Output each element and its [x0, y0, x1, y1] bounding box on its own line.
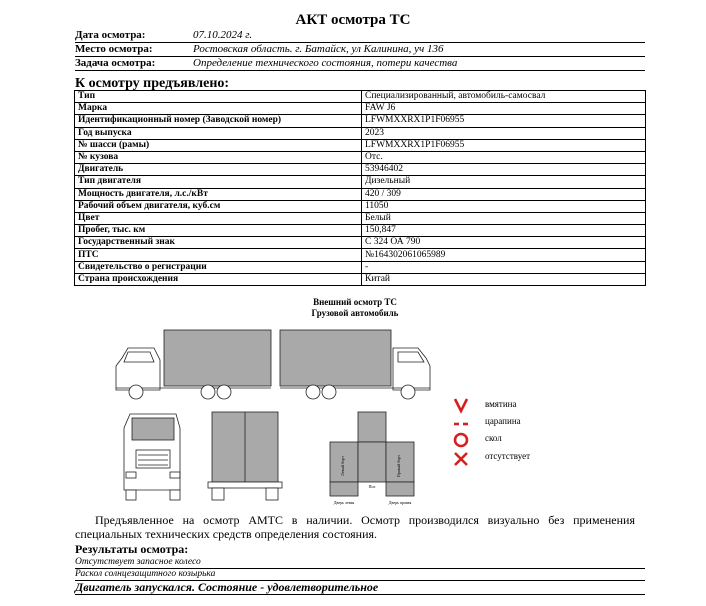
spec-key: Идентификационный номер (Заводской номер): [75, 115, 362, 127]
spec-key: Страна происхождения: [75, 273, 362, 285]
table-row: [75, 164, 646, 176]
legend-dent-label: вмятина: [485, 399, 517, 409]
chip-symbol: [455, 434, 467, 446]
spec-value: №164302061065989: [362, 249, 646, 261]
table-row: [75, 261, 646, 273]
legend-chip-label: скол: [485, 433, 502, 443]
truck-rear-view: [208, 412, 282, 500]
spec-value: Китай: [362, 273, 646, 285]
result-item: Отсутствует запасное колесо: [75, 556, 645, 569]
inspection-task-label: Задача осмотра:: [75, 57, 156, 69]
spec-key: № шасси (рамы): [75, 139, 362, 151]
truck-diagram: [108, 322, 436, 506]
floor-label: Пол: [368, 484, 376, 489]
table-row: [75, 200, 646, 212]
inspection-figure-caption: [240, 297, 470, 319]
spec-value: LFWMXXRX1P1F06955: [362, 115, 646, 127]
table-row: [75, 103, 646, 115]
spec-value: 420 / 309: [362, 188, 646, 200]
spec-value: -: [362, 261, 646, 273]
inspection-task-row: [75, 56, 645, 71]
spec-key: Рабочий объем двигателя, куб.см: [75, 200, 362, 212]
table-row: [75, 225, 646, 237]
conclusion: Двигатель запускался. Состояние - удовлетворительное: [75, 580, 645, 595]
spec-value: Отс.: [362, 151, 646, 163]
section-title: К осмотру предъявлено:: [75, 76, 230, 91]
spec-value: Дизельный: [362, 176, 646, 188]
document-title: АКТ осмотра ТС: [295, 12, 411, 28]
inspection-date-label: Дата осмотра:: [75, 29, 146, 41]
dent-symbol: [455, 399, 467, 411]
spec-key: Год выпуска: [75, 127, 362, 139]
spec-key: Мощность двигателя, л.с./кВт: [75, 188, 362, 200]
spec-value: 11050: [362, 200, 646, 212]
spec-key: Цвет: [75, 212, 362, 224]
damage-legend-symbols: [452, 397, 474, 469]
figure-subtitle: Грузовой автомобиль: [311, 308, 399, 318]
inspection-note: Предъявленное на осмотр АМТС в наличии. Осмотр производился визуально без применения специальных технических средств определения состояния.: [75, 513, 635, 541]
spec-value: LFWMXXRX1P1F06955: [362, 139, 646, 151]
table-row: [75, 188, 646, 200]
truck-left-side-view: [116, 330, 271, 399]
table-row: [75, 237, 646, 249]
spec-key: Двигатель: [75, 164, 362, 176]
spec-key: Марка: [75, 103, 362, 115]
spec-value: 2023: [362, 127, 646, 139]
right-side-label: Правый борт: [396, 454, 401, 478]
inspection-date-value: 07.10.2024 г.: [193, 29, 253, 41]
results-title: Результаты осмотра:: [75, 542, 189, 556]
table-row: [75, 91, 646, 103]
table-row: [75, 249, 646, 261]
spec-key: № кузова: [75, 151, 362, 163]
missing-symbol: [455, 453, 467, 465]
spec-value: FAW J6: [362, 103, 646, 115]
table-row: [75, 176, 646, 188]
vehicle-spec-table: [74, 90, 646, 286]
spec-value: 150,847: [362, 225, 646, 237]
left-door-label: Дверь левая: [333, 500, 355, 505]
truck-front-view: [124, 414, 180, 500]
truck-right-side-view: [280, 330, 430, 399]
spec-value: Белый: [362, 212, 646, 224]
inspection-task-value: Определение технического состояния, потери качества: [193, 57, 458, 69]
right-door-label: Дверь правая: [388, 500, 412, 505]
spec-value: Специализированный, автомобиль-самосвал: [362, 91, 646, 103]
table-row: [75, 273, 646, 285]
spec-key: Свидетельство о регистрации: [75, 261, 362, 273]
table-row: [75, 115, 646, 127]
spec-key: Пробег, тыс. км: [75, 225, 362, 237]
inspection-place-value: Ростовская область. г. Батайск, ул Калинина, уч 136: [193, 43, 444, 55]
table-row: [75, 151, 646, 163]
spec-key: ПТС: [75, 249, 362, 261]
table-row: [75, 127, 646, 139]
left-side-label: Левый борт: [340, 456, 345, 476]
result-item: Раскол солнцезащитного козырька: [75, 568, 645, 581]
table-row: [75, 212, 646, 224]
spec-key: Тип двигателя: [75, 176, 362, 188]
inspection-place-label: Место осмотра:: [75, 43, 153, 55]
table-row: [75, 139, 646, 151]
spec-key: Тип: [75, 91, 362, 103]
inspection-date-row: [75, 28, 645, 43]
legend-missing-label: отсутствует: [485, 451, 531, 461]
inspection-place-row: [75, 42, 645, 57]
spec-value: С 324 ОА 790: [362, 237, 646, 249]
legend-scratch-label: царапина: [485, 416, 521, 426]
spec-key: Государственный знак: [75, 237, 362, 249]
spec-value: 53946402: [362, 164, 646, 176]
figure-title: Внешний осмотр ТС: [313, 297, 397, 307]
